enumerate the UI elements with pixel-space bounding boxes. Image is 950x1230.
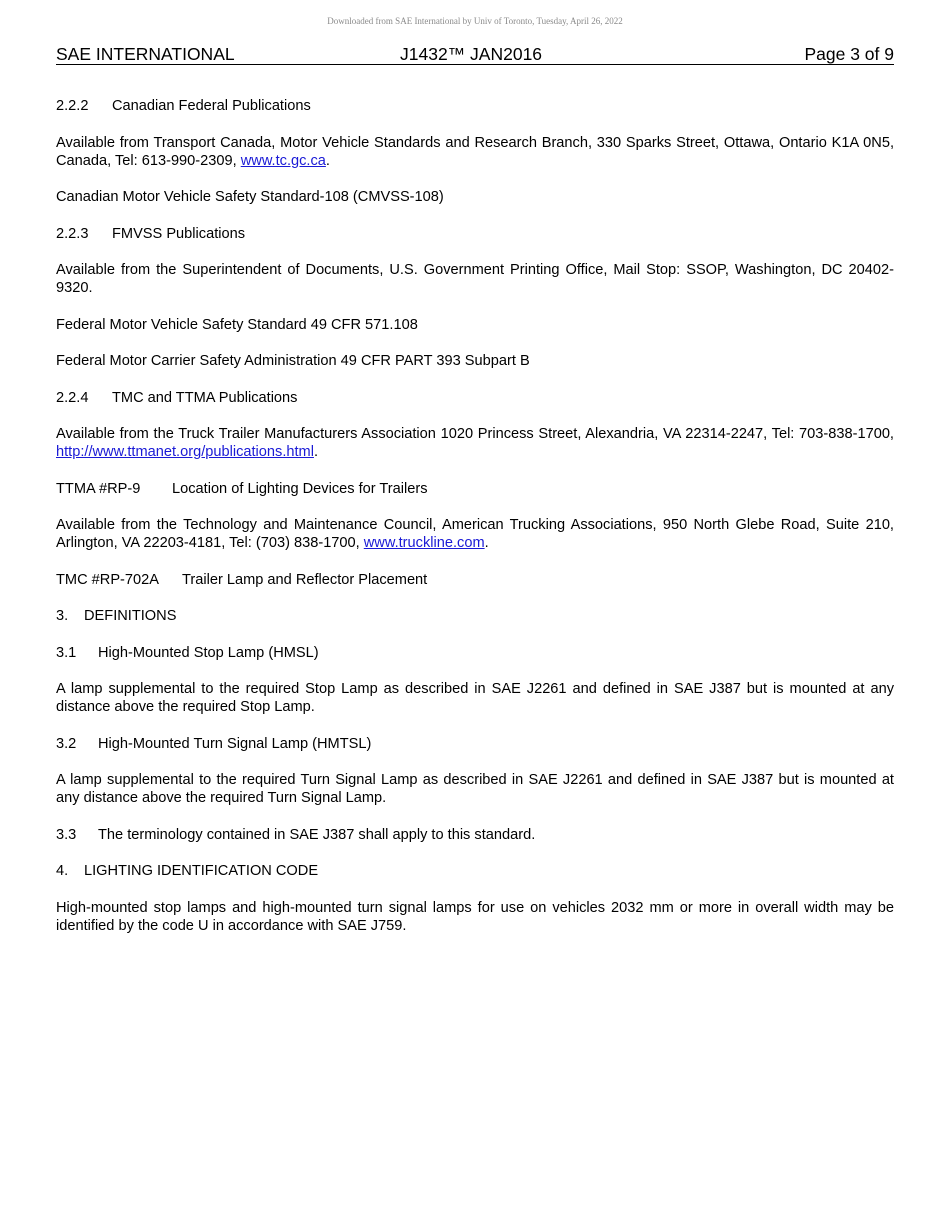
section-number: 3.2 <box>56 735 77 752</box>
page-header <box>56 44 894 65</box>
availability-paragraph: Available from the Truck Trailer Manufacturers Association 1020 Princess Street, Alexandria, VA 22314-2247, Tel: 703-838-1700, http://www.ttmanet.org/publications.html. <box>56 426 894 460</box>
section-title: Canadian Federal Publications <box>112 98 311 114</box>
publication-title: Location of Lighting Devices for Trailers <box>172 480 428 497</box>
availability-text: Available from the Truck Trailer Manufacturers Association 1020 Princess Street, Alexandria, VA 22314-2247, Tel: 703-838-1700, <box>56 426 894 442</box>
section-heading-2-2-4 <box>56 389 894 407</box>
section-number: 2.2.4 <box>56 389 89 406</box>
header-document-id: J1432™ JAN2016 <box>400 44 543 64</box>
section-heading-3 <box>56 607 894 625</box>
definition-heading-3-1 <box>56 644 894 662</box>
document-body <box>56 97 894 953</box>
publication-code: TTMA #RP-9 <box>56 480 141 497</box>
publication-item <box>56 480 894 498</box>
definition-term: High-Mounted Stop Lamp (HMSL) <box>98 644 319 661</box>
section-number: 2.2.3 <box>56 225 89 242</box>
publication-title: Trailer Lamp and Reflector Placement <box>182 571 428 588</box>
definition-heading-3-3 <box>56 826 894 844</box>
header-page-number: Page 3 of 9 <box>804 44 894 64</box>
section-number: 3. <box>56 608 69 624</box>
section-number: 4. <box>56 863 69 879</box>
section-title: FMVSS Publications <box>112 225 246 242</box>
availability-paragraph: Available from the Technology and Maintenance Council, American Trucking Associations, 950 North Glebe Road, Suite 210, Arlington, VA 22203-4181, Tel: (703) 838-1700, www.truckline.com. <box>56 517 894 551</box>
tc-gc-ca-link[interactable]: www.tc.gc.ca <box>240 152 326 169</box>
availability-paragraph: Available from Transport Canada, Motor Vehicle Standards and Research Branch, 330 Sparks Street, Ottawa, Ontario K1A 0N5, Canada, Tel: 613-990-2309, www.tc.gc.ca. <box>56 134 894 169</box>
section-heading-2-2-3 <box>56 225 894 243</box>
availability-text: Available from Transport Canada, Motor Vehicle Standards and Research Branch, 330 Sparks Street, Ottawa, Ontario K1A 0N5, Canada, Tel: 613-990-2309, <box>56 134 894 169</box>
section-title: TMC and TTMA Publications <box>112 389 298 406</box>
definition-text: The terminology contained in SAE J387 shall apply to this standard. <box>98 826 536 843</box>
download-watermark: Downloaded from SAE International by Univ of Toronto, Tuesday, April 26, 2022 <box>327 16 623 26</box>
publication-item: Federal Motor Carrier Safety Administration 49 CFR PART 393 Subpart B <box>56 353 530 369</box>
publication-item: Canadian Motor Vehicle Safety Standard-108 (CMVSS-108) <box>56 189 444 205</box>
availability-paragraph: Available from the Superintendent of Documents, U.S. Government Printing Office, Mail Stop: SSOP, Washington, DC 20402-9320. <box>56 262 894 296</box>
section-number: 2.2.2 <box>56 98 89 114</box>
section-title: LIGHTING IDENTIFICATION CODE <box>84 863 319 879</box>
publication-item: Federal Motor Vehicle Safety Standard 49 CFR 571.108 <box>56 316 418 333</box>
section-number: 3.1 <box>56 644 77 661</box>
definition-text: A lamp supplemental to the required Turn Signal Lamp as described in SAE J2261 and defined in SAE J387 but is mounted at any distance above the required Turn Signal Lamp. <box>56 772 894 806</box>
section-heading-4 <box>56 862 894 880</box>
section-body-text: High-mounted stop lamps and high-mounted turn signal lamps for use on vehicles 2032 mm or more in overall width may be identified by the code U in accordance with SAE J759. <box>56 899 894 934</box>
definition-text: A lamp supplemental to the required Stop Lamp as described in SAE J2261 and defined in SAE J387 but is mounted at any distance above the required Stop Lamp. <box>56 681 894 715</box>
header-publisher: SAE INTERNATIONAL <box>56 44 235 64</box>
definition-heading-3-2 <box>56 735 894 753</box>
truckline-link[interactable]: www.truckline.com <box>363 535 485 551</box>
availability-text: Available from the Technology and Maintenance Council, American Trucking Associations, 950 North Glebe Road, Suite 210, Arlington, VA 22203-4181, Tel: (703) 838-1700, <box>56 517 894 551</box>
publication-item <box>56 571 894 589</box>
definition-term: High-Mounted Turn Signal Lamp (HMTSL) <box>98 735 372 752</box>
section-title: DEFINITIONS <box>84 608 177 624</box>
publication-code: TMC #RP-702A <box>56 571 159 588</box>
section-heading-2-2-2 <box>56 97 894 115</box>
section-number: 3.3 <box>56 826 77 843</box>
ttmanet-link[interactable]: http://www.ttmanet.org/publications.html <box>56 444 314 460</box>
